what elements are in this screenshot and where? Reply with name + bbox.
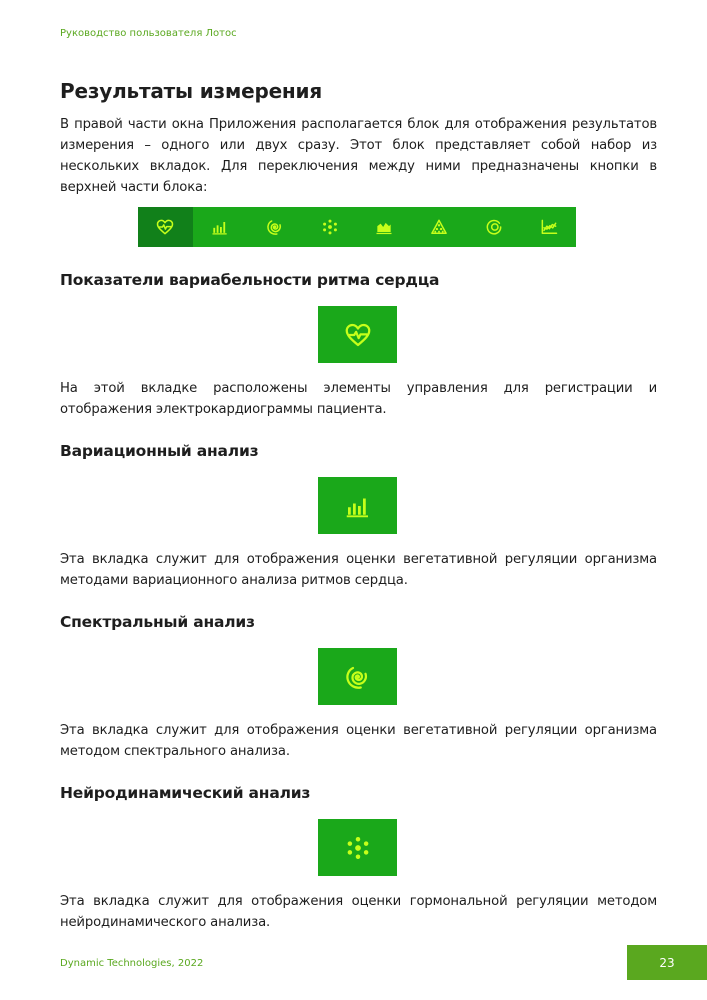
- spiral-icon: [343, 662, 373, 692]
- subsection-title-hrv: Показатели вариабельности ритма сердца: [60, 271, 440, 289]
- triangle-dots-icon: [429, 217, 449, 237]
- tab-hrv[interactable]: [138, 207, 193, 247]
- subsection-title-spectral: Спектральный анализ: [60, 613, 255, 631]
- flower-icon: [343, 833, 373, 863]
- spectral-tab-preview: [318, 648, 397, 705]
- tab-gauge[interactable]: [467, 207, 522, 247]
- line-chart-icon: [539, 217, 559, 237]
- results-tab-bar: [138, 207, 576, 247]
- page-number: 23: [627, 945, 707, 980]
- subsection-title-variation: Вариационный анализ: [60, 442, 259, 460]
- neurodynamic-tab-preview: [318, 819, 397, 876]
- running-header: Руководство пользователя Лотос: [60, 28, 237, 39]
- bar-chart-icon: [210, 217, 230, 237]
- heart-pulse-icon: [155, 217, 175, 237]
- flower-icon: [320, 217, 340, 237]
- page-title: Результаты измерения: [60, 79, 323, 103]
- tab-line[interactable]: [521, 207, 576, 247]
- intro-paragraph: В правой части окна Приложения располагается блок для отображения результатов измерения – одного или двух сразу. Этот блок представляет собой набор из нескольких вкладок. Для переключения между ними предназначены кнопки в верхней части блока:: [60, 117, 657, 195]
- bar-chart-icon: [343, 491, 373, 521]
- variation-tab-preview: [318, 477, 397, 534]
- footer-company: Dynamic Technologies, 2022: [60, 958, 204, 969]
- gauge-icon: [484, 217, 504, 237]
- spectral-description: Эта вкладка служит для отображения оценки вегетативной регуляции организма методом спектрального анализа.: [60, 723, 657, 759]
- tab-area[interactable]: [357, 207, 412, 247]
- tab-spectral[interactable]: [248, 207, 303, 247]
- subsection-title-neurodynamic: Нейродинамический анализ: [60, 784, 311, 802]
- tab-neurodynamic[interactable]: [302, 207, 357, 247]
- spiral-icon: [265, 217, 285, 237]
- hrv-description: На этой вкладке расположены элементы управления для регистрации и отображения электрокардиограммы пациента.: [60, 381, 657, 417]
- variation-description: Эта вкладка служит для отображения оценки вегетативной регуляции организма методами вариационного анализа ритмов сердца.: [60, 552, 657, 588]
- neurodynamic-description: Эта вкладка служит для отображения оценки гормональной регуляции методом нейродинамического анализа.: [60, 894, 657, 930]
- area-chart-icon: [374, 217, 394, 237]
- heart-pulse-icon: [343, 320, 373, 350]
- tab-triangle[interactable]: [412, 207, 467, 247]
- hrv-tab-preview: [318, 306, 397, 363]
- tab-variation[interactable]: [193, 207, 248, 247]
